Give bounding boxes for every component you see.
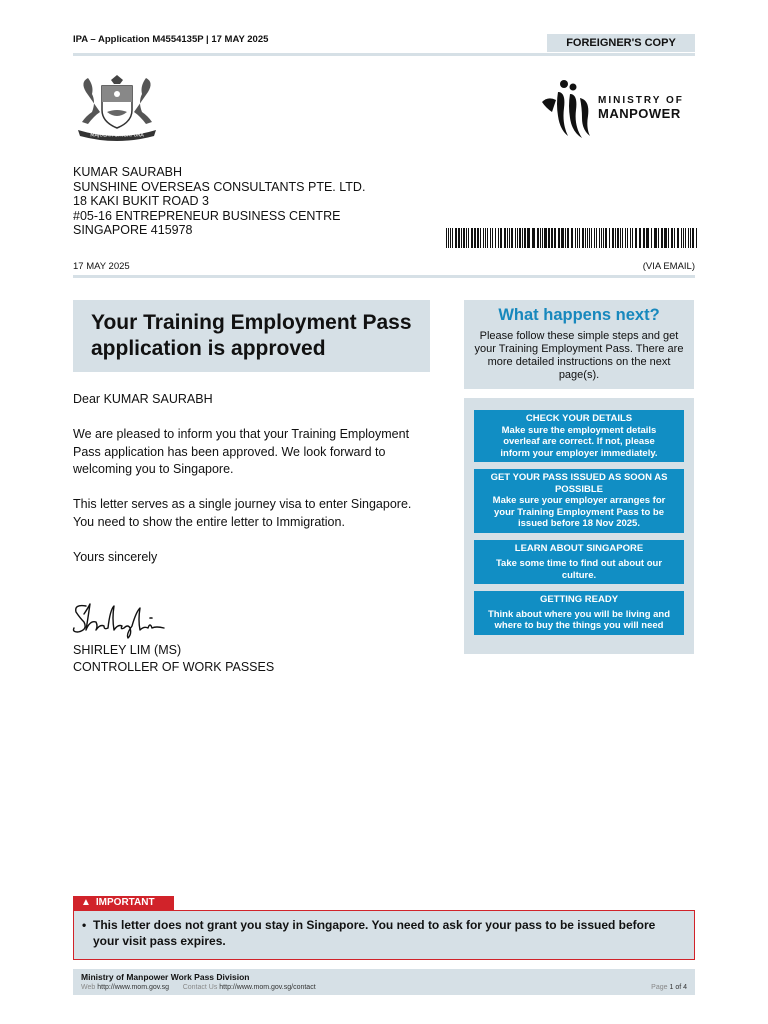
- letter-paragraph: This letter serves as a single journey visa to enter Singapore. You need to show the entire letter to Immigration.: [73, 497, 412, 529]
- next-steps-heading: What happens next?: [498, 306, 660, 324]
- barcode-bar: [603, 228, 604, 248]
- page-title: Your Training Employment Pass application is approved: [91, 311, 412, 360]
- barcode-bar: [504, 228, 506, 248]
- footer-contact-link[interactable]: http://www.mom.gov.sg/contact: [219, 984, 316, 991]
- address-line: SUNSHINE OVERSEAS CONSULTANTS PTE. LTD.: [73, 179, 366, 194]
- barcode-bar: [696, 228, 697, 248]
- important-label: [73, 896, 174, 910]
- barcode-bar: [632, 228, 633, 248]
- step-description: Make sure your employer arranges for your Training Employment Pass to be issued before 18 Nov 2025.: [492, 495, 666, 529]
- barcode-bar: [565, 228, 566, 248]
- step-get-pass-issued: [474, 469, 684, 533]
- barcode-bar: [599, 228, 600, 248]
- address-line: SINGAPORE 415978: [73, 223, 193, 237]
- barcode-bar: [617, 228, 619, 248]
- barcode-bar: [577, 228, 578, 248]
- important-notice: [73, 910, 695, 960]
- barcode-bar: [480, 228, 481, 248]
- mom-logo-line2: MANPOWER: [598, 106, 681, 121]
- barcode-bar: [548, 228, 550, 248]
- barcode-bar: [627, 228, 628, 248]
- barcode-bar: [532, 228, 535, 248]
- step-title: GET YOUR PASS ISSUED AS SOON AS POSSIBLE: [490, 472, 668, 495]
- barcode-bar: [519, 228, 521, 248]
- barcode-bar: [498, 228, 499, 248]
- header-divider: [73, 53, 695, 56]
- footer: [73, 969, 695, 995]
- barcode-bar: [671, 228, 673, 248]
- barcode-bar: [483, 228, 484, 248]
- recipient-address: [73, 165, 365, 238]
- barcode-bar: [540, 228, 541, 248]
- closing: Yours sincerely: [73, 549, 158, 564]
- bullet-icon: •: [82, 918, 87, 932]
- barcode-bar: [674, 228, 675, 248]
- barcode-bar: [620, 228, 621, 248]
- barcode-bar: [681, 228, 682, 248]
- barcode-bar: [609, 228, 610, 248]
- barcode-bar: [537, 228, 539, 248]
- barcode-bar: [630, 228, 631, 248]
- page-number: 1 of 4: [669, 984, 687, 991]
- barcode-bar: [635, 228, 637, 248]
- barcode-bar: [527, 228, 530, 248]
- barcode-bar: [558, 228, 560, 248]
- barcode-bar: [522, 228, 523, 248]
- step-title: LEARN ABOUT SINGAPORE: [514, 542, 644, 554]
- letter-date: 17 MAY 2025: [73, 261, 130, 272]
- barcode-bar: [450, 228, 451, 248]
- barcode-bar: [589, 228, 590, 248]
- application-reference: IPA – Application M4554135P | 17 MAY 2025: [73, 34, 269, 45]
- barcode-bar: [446, 228, 447, 248]
- barcode: [446, 228, 700, 248]
- title-box: [73, 300, 430, 372]
- barcode-bar: [448, 228, 449, 248]
- footer-web-link[interactable]: http://www.mom.gov.sg: [97, 984, 170, 991]
- barcode-bar: [585, 228, 586, 248]
- footer-contact-label: Contact Us: [182, 984, 218, 991]
- signer-block: [73, 642, 274, 676]
- barcode-bar: [471, 228, 473, 248]
- letter-body: [73, 391, 413, 584]
- step-description: Take some time to find out about our culture.: [495, 558, 663, 581]
- address-line: 18 KAKI BUKIT ROAD 3: [73, 194, 209, 208]
- barcode-bar: [474, 228, 476, 248]
- next-steps-text: Please follow these simple steps and get your Training Employment Pass. There are more detailed instructions on the next page(s).: [474, 330, 684, 381]
- step-title: CHECK YOUR DETAILS: [525, 413, 633, 424]
- barcode-bar: [466, 228, 467, 248]
- barcode-bar: [591, 228, 592, 248]
- barcode-bar: [582, 228, 584, 248]
- barcode-bar: [500, 228, 502, 248]
- barcode-bar: [688, 228, 689, 248]
- barcode-bar: [544, 228, 547, 248]
- delivery-method: (VIA EMAIL): [642, 261, 695, 272]
- barcode-bar: [452, 228, 453, 248]
- crest-motto: MAJULAH SINGAPURA: [90, 132, 144, 139]
- barcode-bar: [622, 228, 623, 248]
- barcode-bar: [664, 228, 667, 248]
- salutation: Dear KUMAR SAURABH: [73, 392, 213, 406]
- barcode-bar: [651, 228, 652, 248]
- barcode-bar: [677, 228, 679, 248]
- barcode-bar: [461, 228, 462, 248]
- barcode-bar: [601, 228, 602, 248]
- mom-people-icon: [538, 78, 594, 142]
- important-text: This letter does not grant you stay in Singapore. You need to ask for your pass to be issued before your visit pass expires.: [93, 918, 656, 948]
- barcode-bar: [554, 228, 556, 248]
- barcode-bar: [515, 228, 516, 248]
- step-learn-singapore: [474, 540, 684, 585]
- barcode-bar: [571, 228, 573, 248]
- barcode-bar: [477, 228, 479, 248]
- barcode-bar: [668, 228, 669, 248]
- barcode-bar: [579, 228, 580, 248]
- mom-logo: [538, 78, 698, 142]
- letter-paragraph: We are pleased to inform you that your Training Employment Pass application has been approved. We look forward to welcoming you to Singapore.: [73, 427, 410, 476]
- barcode-bar: [683, 228, 684, 248]
- barcode-bar: [594, 228, 595, 248]
- footer-division: Ministry of Manpower Work Pass Division: [81, 972, 250, 982]
- barcode-bar: [692, 228, 694, 248]
- page-indicator: [651, 984, 687, 991]
- barcode-bar: [596, 228, 597, 248]
- signer-title: CONTROLLER OF WORK PASSES: [73, 660, 275, 674]
- address-line: #05-16 ENTREPRENEUR BUSINESS CENTRE: [73, 208, 341, 223]
- barcode-bar: [612, 228, 614, 248]
- barcode-bar: [654, 228, 657, 248]
- signer-name: SHIRLEY LIM (MS): [73, 643, 182, 657]
- copy-label: FOREIGNER'S COPY: [547, 34, 695, 52]
- barcode-bar: [605, 228, 607, 248]
- barcode-bar: [463, 228, 465, 248]
- page-label: Page: [651, 984, 668, 991]
- step-getting-ready: [474, 591, 684, 635]
- barcode-bar: [490, 228, 491, 248]
- barcode-bar: [524, 228, 526, 248]
- barcode-bar: [575, 228, 576, 248]
- next-steps-list: [464, 398, 694, 654]
- barcode-bar: [517, 228, 518, 248]
- barcode-bar: [646, 228, 649, 248]
- barcode-bar: [487, 228, 488, 248]
- crest-motto-ribbon: [72, 72, 162, 142]
- barcode-bar: [507, 228, 508, 248]
- barcode-bar: [587, 228, 588, 248]
- step-check-details: [474, 410, 684, 462]
- step-description: Make sure the employment details overleaf are correct. If not, please inform your employer immediately.: [500, 424, 658, 459]
- mom-logo-line1: MINISTRY OF: [598, 95, 684, 106]
- barcode-bar: [542, 228, 543, 248]
- barcode-bar: [690, 228, 691, 248]
- next-steps-intro: [464, 300, 694, 389]
- barcode-bar: [455, 228, 457, 248]
- step-title: GETTING READY: [539, 594, 619, 605]
- signature-icon: [70, 598, 170, 640]
- barcode-bar: [561, 228, 564, 248]
- barcode-bar: [511, 228, 513, 248]
- address-line: KUMAR SAURABH: [73, 165, 183, 179]
- barcode-bar: [639, 228, 641, 248]
- barcode-bar: [509, 228, 510, 248]
- important-label-text: IMPORTANT: [95, 897, 155, 908]
- barcode-bar: [492, 228, 493, 248]
- warning-icon: ▲: [81, 897, 91, 908]
- step-description: Think about where you will be living and where to buy the things you will need: [487, 608, 671, 631]
- barcode-bar: [661, 228, 663, 248]
- barcode-bar: [567, 228, 569, 248]
- footer-web-label: Web: [81, 984, 96, 991]
- barcode-bar: [495, 228, 496, 248]
- barcode-bar: [485, 228, 486, 248]
- barcode-bar: [643, 228, 645, 248]
- date-divider: [73, 275, 695, 278]
- barcode-bar: [615, 228, 616, 248]
- barcode-bar: [458, 228, 460, 248]
- barcode-bar: [551, 228, 553, 248]
- barcode-bar: [685, 228, 686, 248]
- barcode-bar: [658, 228, 659, 248]
- barcode-bar: [468, 228, 469, 248]
- barcode-bar: [625, 228, 626, 248]
